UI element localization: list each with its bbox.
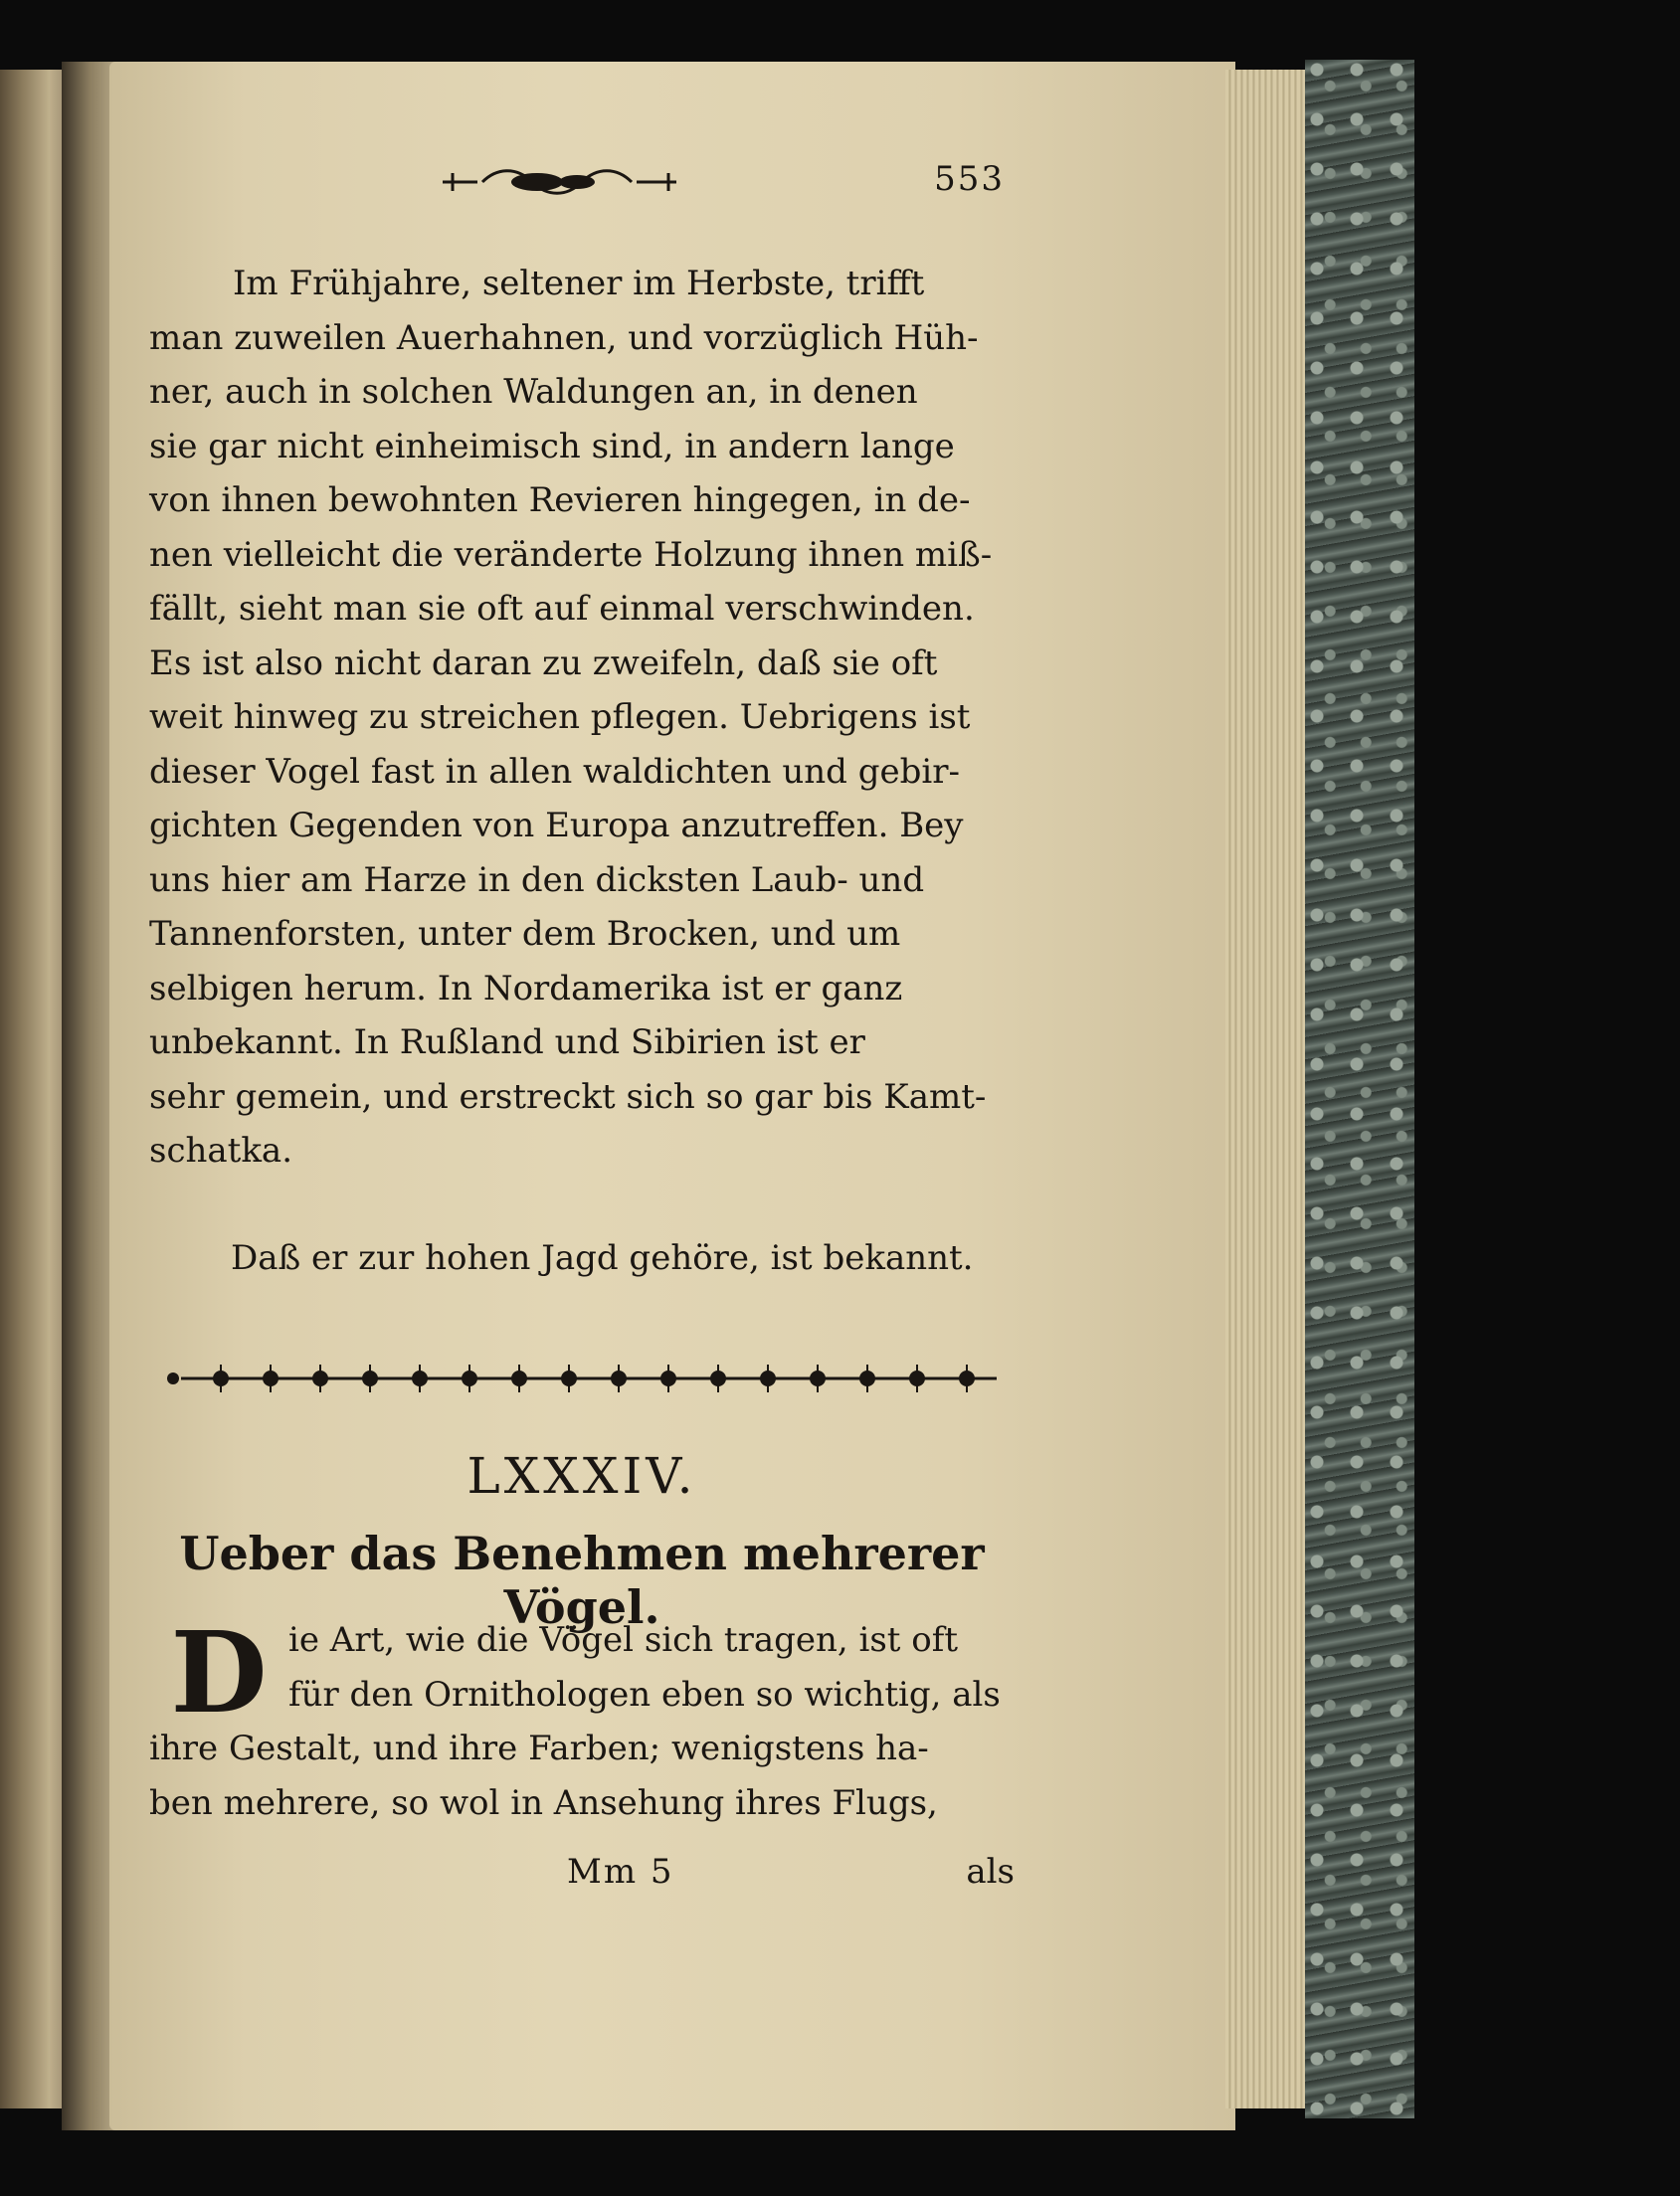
page-header (149, 159, 1005, 219)
page-edges (1225, 70, 1307, 2108)
text-line: sie gar nicht einheimisch sind, in andern lange (149, 426, 955, 466)
text-line: Im Frühjahre, seltener im Herbste, trifft (233, 264, 925, 303)
catchword: als (966, 1852, 1015, 1892)
text-line: sehr gemein, und erstreckt sich so gar bis Kamt- (149, 1076, 987, 1117)
signature-mark: Mm 5 (567, 1852, 674, 1892)
text-line: ie Art, wie die Vögel sich tragen, ist oft (288, 1620, 958, 1660)
text-line: schatka. (149, 1131, 293, 1171)
text-line: ner, auch in solchen Waldungen an, in denen (149, 372, 918, 412)
page-number: 553 (934, 159, 1005, 199)
page-footer (149, 1852, 1015, 1902)
text-line: von ihnen bewohnten Revieren hingegen, in de- (149, 480, 971, 520)
text-line: für den Ornithologen eben so wichtig, als (288, 1674, 1001, 1715)
paragraph-3-continuation (149, 1722, 1015, 1830)
text-line: unbekannt. In Rußland und Sibirien ist er (149, 1022, 865, 1062)
text-line: gichten Gegenden von Europa anzutreffen. Bey (149, 806, 964, 845)
text-line: ihre Gestalt, und ihre Farben; wenigstens ha- (149, 1729, 929, 1768)
text-line: man zuweilen Auerhahnen, und vorzüglich Hüh- (149, 317, 979, 358)
text-line: dieser Vogel fast in allen waldichten und gebir- (149, 751, 961, 792)
paragraph-2: Daß er zur hohen Jagd gehöre, ist bekannt. (231, 1238, 974, 1278)
paragraph-3-opening (288, 1613, 1015, 1722)
text-line: uns hier am Harze in den dicksten Laub- und (149, 859, 925, 900)
chapter-number: LXXXIV. (467, 1447, 697, 1505)
text-line: Es ist also nicht daran zu zweifeln, daß sie oft (149, 642, 938, 683)
text-line: ben mehrere, so wol in Ansehung ihres Flugs, (149, 1782, 938, 1823)
text-line: nen vielleicht die veränderte Holzung ihnen miß- (149, 534, 993, 575)
facing-page-edge (0, 70, 62, 2108)
header-ornament-icon (438, 165, 686, 199)
text-line: selbigen herum. In Nordamerika ist er ganz (149, 968, 903, 1008)
text-line: Tannenforsten, unter dem Brocken, und um (149, 914, 901, 954)
text-line: fällt, sieht man sie oft auf einmal verschwinden. (149, 589, 975, 629)
marbled-cover (1305, 60, 1414, 2118)
paragraph-1 (149, 257, 1015, 1179)
section-divider-ornament-icon (161, 1359, 1007, 1398)
text-line: weit hinweg zu streichen pflegen. Uebrigens ist (149, 697, 971, 737)
chapter-title: Ueber das Benehmen mehrerer Vögel. (179, 1527, 985, 1634)
drop-cap: D (170, 1608, 268, 1738)
